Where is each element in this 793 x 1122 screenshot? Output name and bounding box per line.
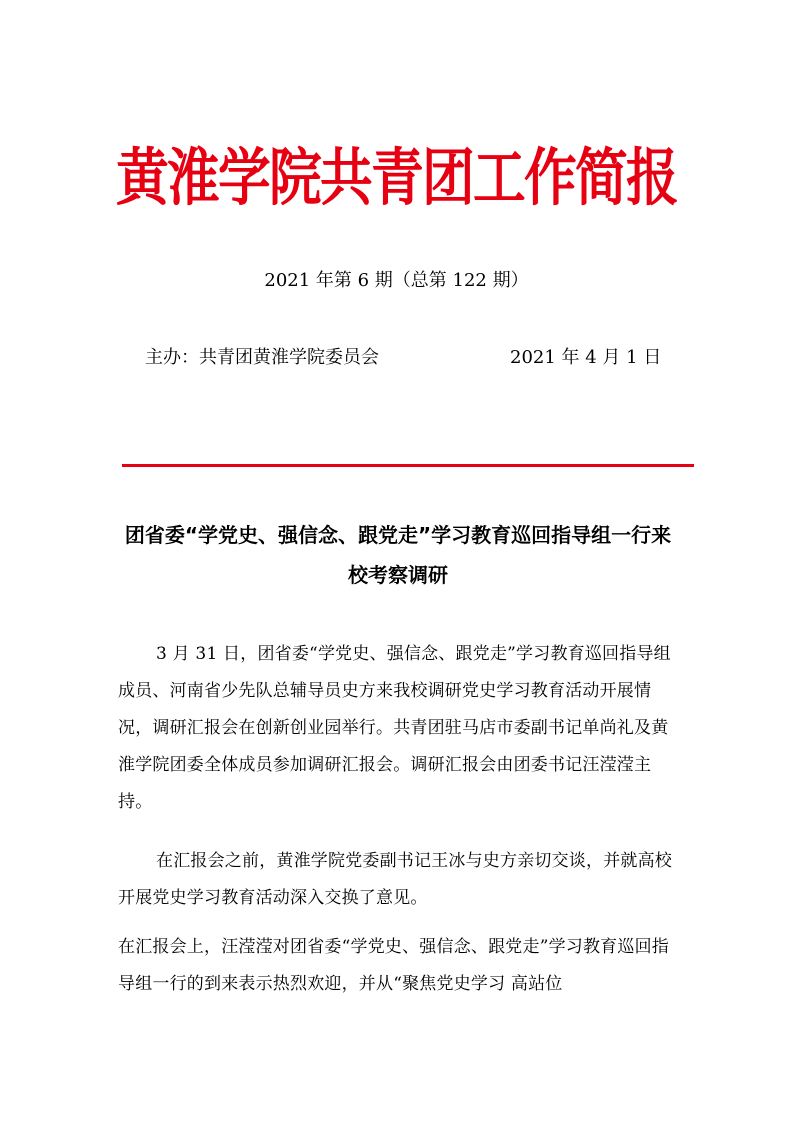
article-paragraph-1: 3 月 31 日，团省委“学党史、强信念、跟党走”学习教育巡回指导组成员、河南省少先队总辅导员史方来我校调研党史学习教育活动开展情况，调研汇报会在创新创业园举行。共青团驻马店市委副书记单尚礼及黄淮学院团委全体成员参加调研汇报会。调研汇报会由团委书记汪滢滢主持。 — [118, 644, 671, 812]
host-organization: 主办：共青团黄淮学院委员会 — [145, 347, 379, 368]
article-paragraph-3: 在汇报会上，汪滢滢对团省委“学党史、强信念、跟党走”学习教育巡回指导组一行的到来表示热烈欢迎，并从“聚焦党史学习 高站位 — [118, 937, 669, 994]
publish-date: 2021 年 4 月 1 日 — [510, 347, 662, 368]
issue-number: 2021 年第 6 期（总第 122 期） — [264, 270, 529, 291]
article-title: 团省委“学党史、强信念、跟党走”学习教育巡回指导组一行来校考察调研 — [124, 523, 672, 587]
article-paragraph-2: 在汇报会之前，黄淮学院党委副书记王冰与史方亲切交谈，并就高校开展党史学习教育活动深入交换了意见。 — [118, 851, 672, 908]
masthead-title: 黄淮学院共青团工作简报 — [115, 141, 677, 214]
header-divider — [122, 464, 694, 467]
